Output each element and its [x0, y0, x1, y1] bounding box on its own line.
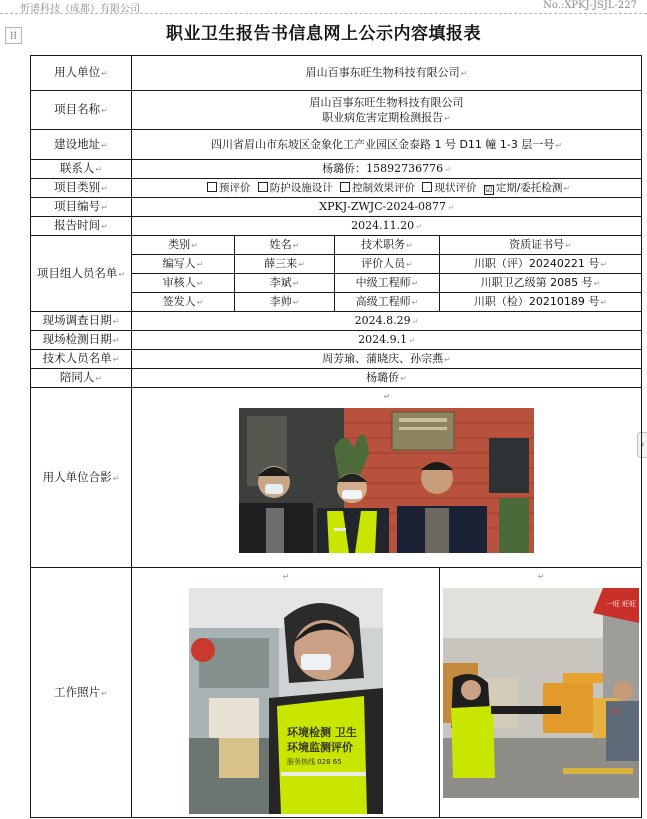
category-options: 预评价 防护设施设计 控制效果评价 现状评价 ☑ 定期/委托检测↵ — [132, 179, 642, 198]
member-title: 评价人员↵ — [335, 255, 440, 274]
page-header — [0, 0, 647, 14]
svg-text:百事: 百事 — [608, 709, 621, 716]
team-label: 项目组人员名单↵ — [31, 236, 132, 312]
technicians-label: 技术人员名单↵ — [31, 350, 132, 369]
option-control-effect: 控制效果评价 — [352, 181, 416, 194]
member-role: 审核人↵ — [132, 274, 235, 293]
option-pre-assessment: 预评价 — [218, 181, 251, 194]
row-test-date — [31, 331, 642, 350]
header-divider — [0, 13, 647, 14]
row-contact — [31, 160, 642, 179]
option-protection-design: 防护设施设计 — [269, 181, 333, 194]
address-value: 四川省眉山市东坡区金象化工产业园区金泰路 1 号 D11 幢 1-3 层一号↵ — [132, 130, 642, 160]
checkbox-status-assessment[interactable] — [422, 182, 432, 192]
team-header-name: 姓名↵ — [235, 236, 335, 255]
companion-label: 陪同人↵ — [31, 369, 132, 388]
row-work-photos — [31, 568, 642, 818]
row-project-no — [31, 198, 642, 217]
group-photo-label: 用人单位合影↵ — [31, 388, 132, 568]
employer-value: 眉山百事东旺生物科技有限公司↵ — [132, 56, 642, 91]
team-header-cert: 资质证书号↵ — [440, 236, 642, 255]
group-photo — [239, 408, 534, 553]
employer-label: 用人单位↵ — [31, 56, 132, 91]
member-cert: 川职（评）20240221 号↵ — [440, 255, 642, 274]
page-title: 职业卫生报告书信息网上公示内容填报表 — [166, 24, 481, 44]
table-move-handle-icon[interactable]: ⁞⁞ — [5, 27, 22, 44]
checkbox-protection-design[interactable] — [258, 182, 268, 192]
row-companion — [31, 369, 642, 388]
member-role: 编写人↵ — [132, 255, 235, 274]
test-date-label: 现场检测日期↵ — [31, 331, 132, 350]
member-role: 签发人↵ — [132, 293, 235, 312]
address-label: 建设地址↵ — [31, 130, 132, 160]
team-header-title: 技术职务↵ — [335, 236, 440, 255]
member-title: 高级工程师↵ — [335, 293, 440, 312]
survey-date-label: 现场调查日期↵ — [31, 312, 132, 331]
row-survey-date — [31, 312, 642, 331]
survey-date-value: 2024.8.29↵ — [132, 312, 642, 331]
project-no-label: 项目编号↵ — [31, 198, 132, 217]
contact-value: 杨璐侨：15892736776↵ — [132, 160, 642, 179]
project-name-line1: 眉山百事东旺生物科技有限公司 — [309, 95, 464, 109]
checkbox-periodic-testing[interactable]: ☑ — [485, 184, 493, 194]
row-project-name — [31, 91, 642, 130]
test-date-value: 2024.9.1↵ — [132, 331, 642, 350]
member-title: 中级工程师↵ — [335, 274, 440, 293]
contact-label: 联系人↵ — [31, 160, 132, 179]
vest-print-line1: 环境检测 卫生 — [286, 726, 357, 739]
checkbox-control-effect[interactable] — [340, 182, 350, 192]
team-header-role: 类别↵ — [132, 236, 235, 255]
document-code: No.:XPKJ-JSJL-227 — [543, 0, 637, 11]
work-photo-warehouse — [443, 588, 639, 798]
category-label: 项目类别↵ — [31, 179, 132, 198]
vest-print-line2: 环境监测评价 — [286, 741, 353, 754]
work-photo-lab — [189, 588, 383, 814]
group-photo-cell: ↵ — [132, 388, 642, 568]
row-employer — [31, 56, 642, 91]
member-name: 李帅↵ — [235, 293, 335, 312]
side-panel-toggle-icon[interactable]: ‹ — [637, 432, 647, 458]
work-photos-label: 工作照片↵ — [31, 568, 132, 818]
work-photo-cell-right: ↵ 一旺 旺旺 百事 — [440, 568, 642, 818]
report-date-value: 2024.11.20↵ — [132, 217, 642, 236]
company-header-text: 忻谱科技（成都）有限公司 — [20, 4, 140, 15]
row-group-photo — [31, 388, 642, 568]
project-name-line2: 职业病危害定期检测报告 — [322, 110, 444, 124]
companion-value: 杨璐侨↵ — [132, 369, 642, 388]
technicians-value: 周芳瑜、蒲晓庆、孙宗燕↵ — [132, 350, 642, 369]
option-status-assessment: 现状评价 — [434, 181, 477, 194]
member-cert: 川职卫乙级第 2085 号↵ — [440, 274, 642, 293]
vest-print-line3: 服务热线 028 65 — [286, 758, 342, 766]
project-no-value: XPKJ-ZWJC-2024-0877↵ — [132, 198, 642, 217]
checkbox-pre-assessment[interactable] — [207, 182, 217, 192]
member-cert: 川职（检）20210189 号↵ — [440, 293, 642, 312]
row-category — [31, 179, 642, 198]
row-report-date — [31, 217, 642, 236]
team-header-row — [31, 236, 642, 255]
report-form-table — [30, 55, 642, 818]
banner-text: 一旺 旺旺 — [605, 600, 636, 608]
member-name: 李斌↵ — [235, 274, 335, 293]
project-name-value: 眉山百事东旺生物科技有限公司 职业病危害定期检测报告↵ — [132, 91, 642, 130]
work-photo-cell-left: ↵ 环境检测 卫生 环境监测评价 服务热线 028 65 — [132, 568, 440, 818]
member-name: 薛三来↵ — [235, 255, 335, 274]
row-address — [31, 130, 642, 160]
project-name-label: 项目名称↵ — [31, 91, 132, 130]
row-technicians — [31, 350, 642, 369]
report-date-label: 报告时间↵ — [31, 217, 132, 236]
option-periodic-testing: 定期/委托检测 — [495, 181, 563, 194]
